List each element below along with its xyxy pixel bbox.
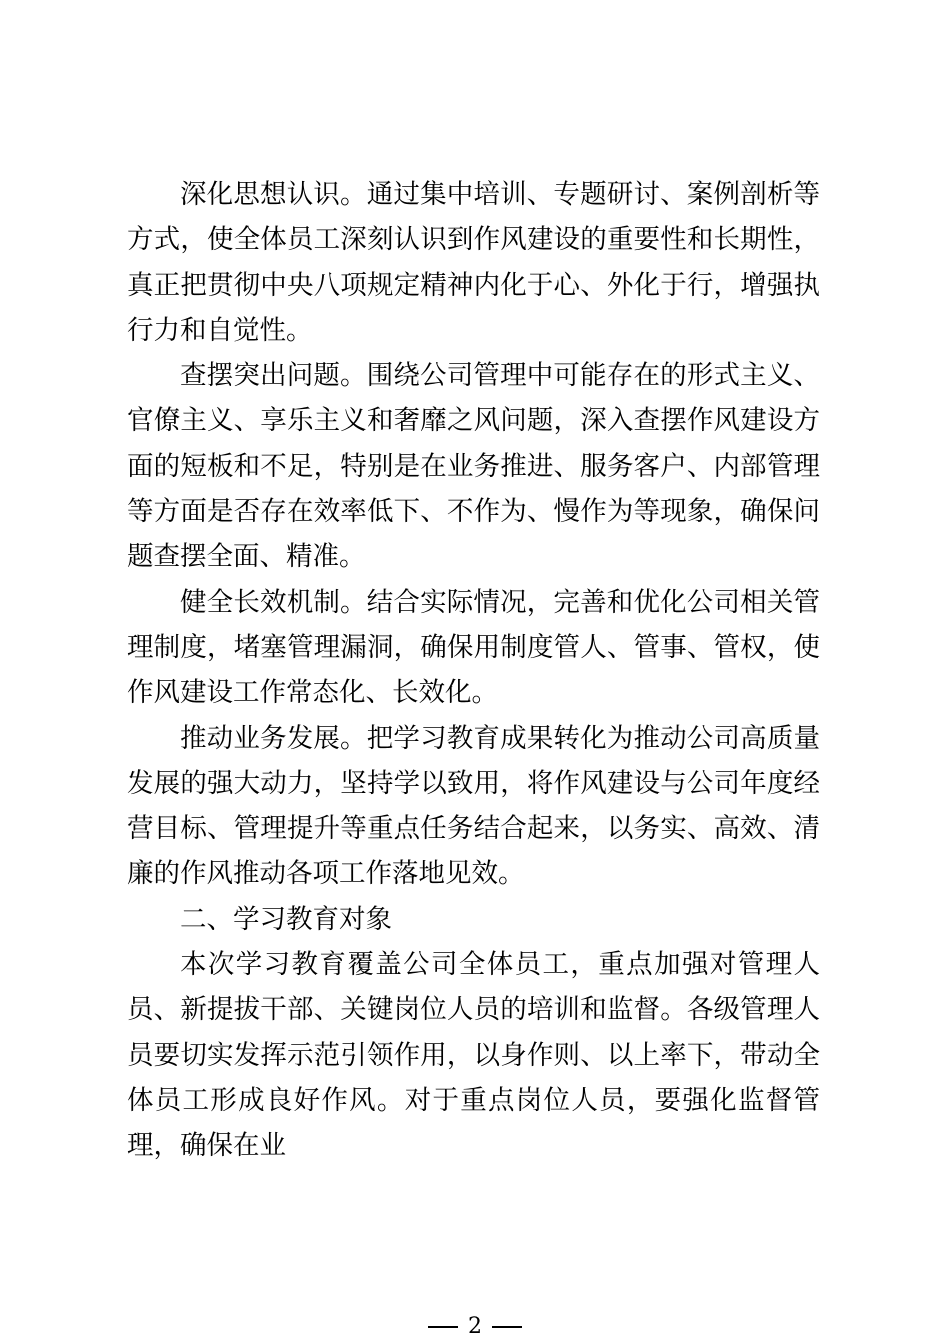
right-dash [492, 1326, 522, 1328]
paragraph-business-development: 推动业务发展。把学习教育成果转化为推动公司高质量发展的强大动力，坚持学以致用，将作风建设与公司年度经营目标、管理提升等重点任务结合起来，以务实、高效、清廉的作风推动各项工作落地见效。 [127, 722, 820, 890]
paragraph-find-problems: 查摆突出问题。围绕公司管理中可能存在的形式主义、官僚主义、享乐主义和奢靡之风问题，深入查摆作风建设方面的短板和不足，特别是在业务推进、服务客户、内部管理等方面是否存在效率低下、不作为、慢作为等现象，确保问题查摆全面、精准。 [127, 360, 820, 573]
section-heading-study-targets: 二、学习教育对象 [180, 903, 392, 935]
page-number-footer [0, 1310, 950, 1344]
paragraph-deepen-thinking: 深化思想认识。通过集中培训、专题研讨、案例剖析等方式，使全体员工深刻认识到作风建设的重要性和长期性，真正把贯彻中央八项规定精神内化于心、外化于行，增强执行力和自觉性。 [127, 179, 820, 346]
document-body [127, 172, 820, 1169]
page-number: 2 [468, 1314, 482, 1339]
paragraph-study-coverage: 本次学习教育覆盖公司全体员工，重点加强对管理人员、新提拔干部、关键岗位人员的培训和监督。各级管理人员要切实发挥示范引领作用，以身作则、以上率下，带动全体员工形成良好作风。对于重点岗位人员，要强化监督管理，确保在业 [127, 949, 820, 1162]
paragraph-long-term-mechanism: 健全长效机制。结合实际情况，完善和优化公司相关管理制度，堵塞管理漏洞，确保用制度管人、管事、管权，使作风建设工作常态化、长效化。 [127, 586, 820, 709]
left-dash [428, 1326, 458, 1328]
